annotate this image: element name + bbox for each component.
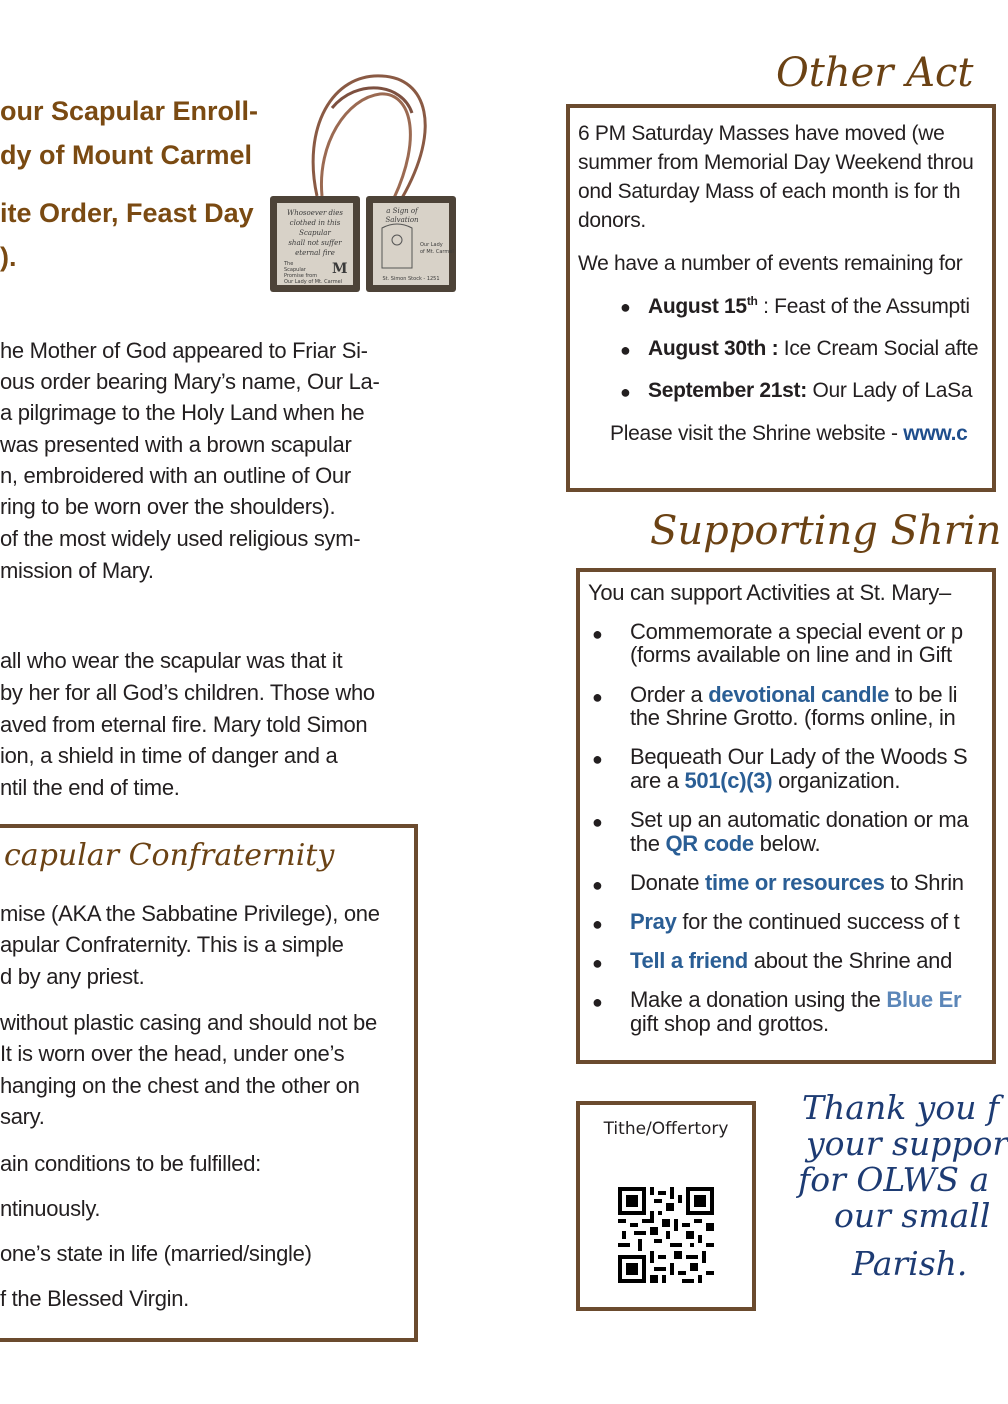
event-text-2: Ice Cream Social afte <box>778 337 979 360</box>
support-item-3-line-2 <box>630 768 900 794</box>
other-para1-line-2: summer from Memorial Day Weekend throu <box>578 151 974 174</box>
other-para1-line-3: ond Saturday Mass of each month is for th <box>578 180 961 203</box>
event-date-3: September 21st: <box>648 379 807 402</box>
para2-line-3: aved from eternal fire. Mary told Simon <box>0 712 368 737</box>
supporting-box <box>576 568 996 1064</box>
scapular-right-text-3: Our Lady <box>420 242 443 248</box>
pray-link[interactable]: Pray <box>630 909 677 934</box>
other-para1-line-1: 6 PM Saturday Masses have moved (we <box>578 122 945 145</box>
para2-line-4: ion, a shield in time of danger and a <box>0 743 338 768</box>
para1-line-5: n, embroidered with an outline of Our <box>0 463 351 488</box>
tell-a-friend-link[interactable]: Tell a friend <box>630 948 748 973</box>
para1-line-7: of the most widely used religious sym- <box>0 526 361 551</box>
bullet-icon: ● <box>592 624 603 644</box>
scapular-left-text-5: eternal fire <box>295 249 335 257</box>
support-text: organization. <box>772 768 901 793</box>
confraternity-para2-line-2: It is worn over the head, under one’s <box>0 1041 345 1066</box>
scapular-right-text-5: St. Simon Stock - 1251 <box>382 276 440 282</box>
para1-line-4: was presented with a brown scapular <box>0 432 352 457</box>
blue-envelope-link[interactable]: Blue Er <box>886 987 962 1012</box>
support-text: Commemorate a special event or p <box>630 619 963 644</box>
qr-code-box <box>576 1101 756 1311</box>
brown-scapular-image <box>262 68 462 298</box>
scapular-left-text-1: Whosoever dies <box>287 209 343 217</box>
bullet-icon: ● <box>592 992 603 1012</box>
other-activities-title: Other Act <box>776 50 974 96</box>
svg-text:M: M <box>332 261 348 277</box>
support-intro: You can support Activities at St. Mary– <box>588 580 951 605</box>
bullet-icon: ● <box>592 953 603 973</box>
event-date-1: August 15 <box>648 295 747 318</box>
thank-you-note <box>790 1088 1008 1283</box>
website-link[interactable]: www.c <box>903 422 968 445</box>
bullet-icon: ● <box>620 382 631 402</box>
confraternity-item-1: ntinuously. <box>0 1196 101 1221</box>
bullet-icon: ● <box>592 914 603 934</box>
support-item-5 <box>630 870 964 896</box>
time-resources-link[interactable]: time or resources <box>704 870 885 895</box>
scapular-right-text-2: Salvation <box>385 216 419 224</box>
thanks-line-2: your suppor <box>806 1124 1008 1163</box>
visit-text: Please visit the Shrine website - <box>610 422 904 445</box>
support-text: for the continued success of t <box>676 909 960 934</box>
confraternity-para1-line-2: apular Confraternity. This is a simple <box>0 932 344 957</box>
support-text: to Shrin <box>884 870 964 895</box>
para1-line-3: a pilgrimage to the Holy Land when he <box>0 400 365 425</box>
support-text: Order a <box>630 682 709 707</box>
confraternity-box <box>0 824 418 1342</box>
support-item-3-line-1 <box>630 744 967 770</box>
visit-website-line <box>610 422 968 446</box>
support-text: Bequeath Our Lady of the Woods S <box>630 744 968 769</box>
scapular-heading-line-4: ). <box>0 242 17 272</box>
bullet-icon: ● <box>592 812 603 832</box>
support-text: Donate <box>630 870 705 895</box>
bullet-icon: ● <box>592 749 603 769</box>
support-item-6 <box>630 909 960 935</box>
scapular-left-text-8: Promise from <box>284 273 318 279</box>
support-text: (forms available on line and in Gift <box>630 642 952 667</box>
scapular-left-text-7: Scapular <box>284 267 306 273</box>
support-text: about the Shrine and <box>747 948 953 973</box>
event-item-1 <box>648 294 970 319</box>
other-activities-box <box>566 104 996 492</box>
support-text: Make a donation using the <box>630 987 887 1012</box>
thanks-line-3: for OLWS a <box>798 1160 990 1199</box>
other-para2: We have a number of events remaining for <box>578 252 963 275</box>
qr-code-link[interactable]: QR code <box>665 831 754 856</box>
scapular-heading-line-3: ite Order, Feast Day <box>0 198 254 228</box>
support-text: gift shop and grottos. <box>630 1011 829 1036</box>
event-text-1: : Feast of the Assumpti <box>757 295 970 318</box>
para1-line-1: he Mother of God appeared to Friar Si- <box>0 338 368 363</box>
support-item-2-line-2 <box>630 705 955 731</box>
support-item-4-line-1 <box>630 807 968 833</box>
scapular-right-text-4: of Mt. Carmel <box>420 249 454 255</box>
para1-line-2: ous order bearing Mary’s name, Our La- <box>0 369 380 394</box>
support-item-4-line-2 <box>630 831 820 857</box>
supporting-shrine-title: Supporting Shrin <box>650 508 1002 554</box>
support-text: Set up an automatic donation or ma <box>630 807 969 832</box>
para1-line-8: mission of Mary. <box>0 558 154 583</box>
501c3-link[interactable]: 501(c)(3) <box>684 768 773 793</box>
devotional-candle-link[interactable]: devotional candle <box>708 682 890 707</box>
thanks-line-5: Parish. <box>852 1244 968 1283</box>
support-text: the Shrine Grotto. (forms online, in <box>630 705 956 730</box>
bullet-icon: ● <box>620 340 631 360</box>
event-sup-1: th <box>746 294 758 308</box>
confraternity-item-2: one’s state in life (married/single) <box>0 1241 312 1266</box>
scapular-left-text-3: Scapular <box>299 229 331 237</box>
confraternity-para2-line-4: sary. <box>0 1104 45 1129</box>
qr-label: Tithe/Offertory <box>603 1119 729 1139</box>
support-item-1-line-2 <box>630 642 952 668</box>
confraternity-para2-line-3: hanging on the chest and the other on <box>0 1073 360 1098</box>
event-item-2 <box>648 337 978 361</box>
confraternity-para2-line-1: without plastic casing and should not be <box>0 1010 377 1035</box>
scapular-left-text-2: clothed in this <box>289 219 341 227</box>
support-text: the <box>630 831 666 856</box>
scapular-heading-line-2: dy of Mount Carmel <box>0 140 253 170</box>
support-text: to be li <box>889 682 958 707</box>
para1-line-6: ring to be worn over the shoulders). <box>0 494 336 519</box>
confraternity-title: capular Confraternity <box>4 838 335 873</box>
para2-line-1: all who wear the scapular was that it <box>0 648 343 673</box>
qr-code-icon[interactable] <box>618 1187 714 1283</box>
support-text: are a <box>630 768 685 793</box>
scapular-left-text-4: shall not suffer <box>288 239 342 247</box>
support-item-7 <box>630 948 952 974</box>
confraternity-para1-line-3: d by any priest. <box>0 964 145 989</box>
scapular-heading-line-1: our Scapular Enroll- <box>0 96 259 126</box>
bullet-icon: ● <box>620 297 631 317</box>
other-para1-line-4: donors. <box>578 209 646 232</box>
event-text-3: Our Lady of LaSa <box>806 379 973 402</box>
support-text: below. <box>753 831 821 856</box>
event-date-2: August 30th : <box>648 337 779 360</box>
event-item-3 <box>648 379 972 403</box>
bullet-icon: ● <box>592 687 603 707</box>
confraternity-item-3: f the Blessed Virgin. <box>0 1286 189 1311</box>
support-item-8-line-2 <box>630 1011 829 1037</box>
thanks-line-1: Thank you f <box>802 1088 1000 1127</box>
scapular-left-text-9: Our Lady of Mt. Carmel <box>284 279 343 285</box>
support-item-8-line-1 <box>630 987 961 1013</box>
para2-line-2: by her for all God’s children. Those who <box>0 680 375 705</box>
confraternity-para1-line-1: mise (AKA the Sabbatine Privilege), one <box>0 901 380 926</box>
scapular-right-text-1: a Sign of <box>386 207 418 215</box>
scapular-left-text-6: The <box>284 261 294 267</box>
confraternity-para3: ain conditions to be fulfilled: <box>0 1151 261 1176</box>
para2-line-5: ntil the end of time. <box>0 775 180 800</box>
thanks-line-4: our small <box>834 1196 991 1235</box>
bullet-icon: ● <box>592 875 603 895</box>
